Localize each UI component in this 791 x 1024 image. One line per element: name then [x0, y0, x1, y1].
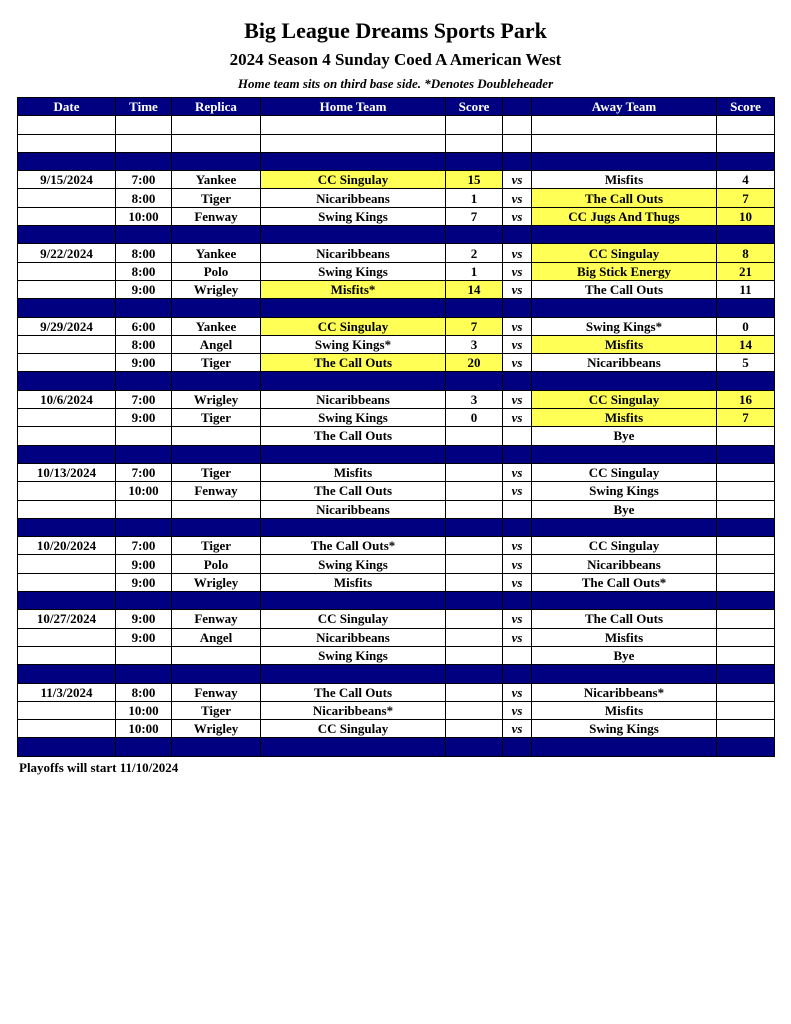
- home-score: 1: [446, 189, 503, 207]
- home-score: [446, 463, 503, 481]
- game-row: [18, 646, 775, 664]
- col-away-score-header: Score: [717, 98, 775, 116]
- game-time: 10:00: [116, 701, 172, 719]
- col-vs-header: [503, 98, 532, 116]
- home-score: 7: [446, 317, 503, 335]
- game-replica: Tiger: [172, 537, 261, 555]
- week-separator: [18, 738, 775, 756]
- game-replica: Wrigley: [172, 280, 261, 298]
- home-team: Swing Kings: [261, 207, 446, 225]
- game-time: 9:00: [116, 610, 172, 628]
- home-score: [446, 646, 503, 664]
- week-separator: [18, 372, 775, 390]
- away-score: [717, 610, 775, 628]
- vs-label: vs: [503, 409, 532, 427]
- home-team: CC Singulay: [261, 317, 446, 335]
- game-date: [18, 500, 116, 518]
- away-score: [717, 720, 775, 738]
- away-team: CC Singulay: [532, 537, 717, 555]
- away-score: 10: [717, 207, 775, 225]
- away-score: [717, 500, 775, 518]
- home-team: Nicaribbeans: [261, 628, 446, 646]
- game-row: [18, 335, 775, 353]
- home-score: [446, 610, 503, 628]
- game-time: [116, 646, 172, 664]
- schedule-table: [17, 97, 775, 757]
- game-time: 8:00: [116, 189, 172, 207]
- home-team: The Call Outs: [261, 427, 446, 445]
- game-date: 10/27/2024: [18, 610, 116, 628]
- week-separator: [18, 226, 775, 244]
- home-score: 2: [446, 244, 503, 262]
- vs-label: vs: [503, 482, 532, 500]
- game-row: [18, 628, 775, 646]
- home-team: The Call Outs*: [261, 537, 446, 555]
- game-time: 8:00: [116, 683, 172, 701]
- game-row: [18, 207, 775, 225]
- away-score: [717, 463, 775, 481]
- game-row: [18, 555, 775, 573]
- home-score: 15: [446, 171, 503, 189]
- away-score: [717, 427, 775, 445]
- vs-label: vs: [503, 317, 532, 335]
- page-title: Big League Dreams Sports Park: [244, 18, 547, 43]
- game-row: [18, 573, 775, 591]
- away-team: Swing Kings*: [532, 317, 717, 335]
- away-team: CC Singulay: [532, 244, 717, 262]
- game-replica: Tiger: [172, 409, 261, 427]
- vs-label: vs: [503, 701, 532, 719]
- game-time: 6:00: [116, 317, 172, 335]
- game-time: 8:00: [116, 335, 172, 353]
- away-team: The Call Outs*: [532, 573, 717, 591]
- game-replica: Fenway: [172, 207, 261, 225]
- away-team: Nicaribbeans*: [532, 683, 717, 701]
- home-score: [446, 628, 503, 646]
- home-score: 7: [446, 207, 503, 225]
- game-date: [18, 354, 116, 372]
- away-score: [717, 555, 775, 573]
- game-date: [18, 280, 116, 298]
- playoffs-note: Playoffs will start 11/10/2024: [19, 760, 179, 775]
- away-score: [717, 701, 775, 719]
- game-replica: Tiger: [172, 463, 261, 481]
- game-replica: Yankee: [172, 171, 261, 189]
- home-team: CC Singulay: [261, 171, 446, 189]
- game-row: [18, 720, 775, 738]
- game-date: [18, 628, 116, 646]
- game-time: 7:00: [116, 171, 172, 189]
- game-time: 7:00: [116, 537, 172, 555]
- away-score: 21: [717, 262, 775, 280]
- vs-label: vs: [503, 189, 532, 207]
- col-away-team-header: Away Team: [532, 98, 717, 116]
- home-score: 20: [446, 354, 503, 372]
- game-time: 10:00: [116, 720, 172, 738]
- game-row: [18, 500, 775, 518]
- away-team: Nicaribbeans: [532, 555, 717, 573]
- game-replica: Wrigley: [172, 390, 261, 408]
- home-team: Nicaribbeans: [261, 390, 446, 408]
- game-replica: Wrigley: [172, 573, 261, 591]
- vs-label: vs: [503, 720, 532, 738]
- away-team: Misfits: [532, 628, 717, 646]
- game-row: [18, 409, 775, 427]
- blank-row: [18, 134, 775, 152]
- game-date: [18, 207, 116, 225]
- away-score: 4: [717, 171, 775, 189]
- away-team: Misfits: [532, 335, 717, 353]
- away-score: 5: [717, 354, 775, 372]
- home-score: [446, 701, 503, 719]
- away-team: Bye: [532, 500, 717, 518]
- vs-label: vs: [503, 171, 532, 189]
- game-replica: Angel: [172, 628, 261, 646]
- home-team: Misfits: [261, 573, 446, 591]
- vs-label: vs: [503, 262, 532, 280]
- game-date: 10/13/2024: [18, 463, 116, 481]
- home-team: The Call Outs: [261, 683, 446, 701]
- game-time: 10:00: [116, 482, 172, 500]
- week-separator: [18, 445, 775, 463]
- home-score: [446, 500, 503, 518]
- game-time: 7:00: [116, 463, 172, 481]
- game-row: [18, 189, 775, 207]
- game-replica: [172, 500, 261, 518]
- game-time: 9:00: [116, 573, 172, 591]
- game-row: [18, 701, 775, 719]
- vs-label: vs: [503, 207, 532, 225]
- home-score: [446, 573, 503, 591]
- game-time: 10:00: [116, 207, 172, 225]
- home-score: 3: [446, 335, 503, 353]
- game-row: [18, 537, 775, 555]
- game-date: [18, 701, 116, 719]
- home-score: [446, 683, 503, 701]
- game-replica: Polo: [172, 555, 261, 573]
- game-date: 9/15/2024: [18, 171, 116, 189]
- away-score: 7: [717, 409, 775, 427]
- game-date: 10/6/2024: [18, 390, 116, 408]
- game-date: 9/29/2024: [18, 317, 116, 335]
- blank-row: [18, 116, 775, 134]
- game-replica: Tiger: [172, 189, 261, 207]
- game-row: [18, 354, 775, 372]
- game-time: 8:00: [116, 244, 172, 262]
- col-home-team-header: Home Team: [261, 98, 446, 116]
- vs-label: vs: [503, 683, 532, 701]
- game-replica: Fenway: [172, 683, 261, 701]
- game-date: [18, 482, 116, 500]
- away-team: CC Jugs And Thugs: [532, 207, 717, 225]
- home-team: Nicaribbeans: [261, 500, 446, 518]
- home-score: 3: [446, 390, 503, 408]
- away-score: 14: [717, 335, 775, 353]
- game-date: [18, 335, 116, 353]
- away-score: 8: [717, 244, 775, 262]
- game-replica: Tiger: [172, 354, 261, 372]
- game-replica: Yankee: [172, 244, 261, 262]
- away-score: [717, 537, 775, 555]
- game-date: 9/22/2024: [18, 244, 116, 262]
- game-replica: Fenway: [172, 610, 261, 628]
- away-team: Bye: [532, 646, 717, 664]
- game-row: [18, 262, 775, 280]
- vs-label: vs: [503, 555, 532, 573]
- home-team: Nicaribbeans*: [261, 701, 446, 719]
- home-team: Nicaribbeans: [261, 189, 446, 207]
- away-score: [717, 482, 775, 500]
- vs-label: vs: [503, 610, 532, 628]
- away-team: The Call Outs: [532, 610, 717, 628]
- week-separator: [18, 665, 775, 683]
- away-score: [717, 646, 775, 664]
- game-replica: Polo: [172, 262, 261, 280]
- week-separator: [18, 518, 775, 536]
- vs-label: [503, 500, 532, 518]
- home-team: The Call Outs: [261, 354, 446, 372]
- away-team: Swing Kings: [532, 482, 717, 500]
- home-score: [446, 537, 503, 555]
- away-team: Nicaribbeans: [532, 354, 717, 372]
- game-date: [18, 262, 116, 280]
- away-team: Misfits: [532, 171, 717, 189]
- away-team: Misfits: [532, 701, 717, 719]
- vs-label: vs: [503, 537, 532, 555]
- vs-label: vs: [503, 390, 532, 408]
- game-time: [116, 500, 172, 518]
- away-team: The Call Outs: [532, 189, 717, 207]
- col-date-header: Date: [18, 98, 116, 116]
- game-time: 9:00: [116, 354, 172, 372]
- home-score: 0: [446, 409, 503, 427]
- home-score: 14: [446, 280, 503, 298]
- home-team: Swing Kings*: [261, 335, 446, 353]
- vs-label: vs: [503, 628, 532, 646]
- week-separator: [18, 152, 775, 170]
- home-score: [446, 555, 503, 573]
- col-home-score-header: Score: [446, 98, 503, 116]
- game-replica: Yankee: [172, 317, 261, 335]
- home-score: [446, 482, 503, 500]
- away-score: 7: [717, 189, 775, 207]
- home-team: Swing Kings: [261, 555, 446, 573]
- home-team: Nicaribbeans: [261, 244, 446, 262]
- game-replica: Fenway: [172, 482, 261, 500]
- game-replica: Wrigley: [172, 720, 261, 738]
- game-date: [18, 646, 116, 664]
- game-replica: Tiger: [172, 701, 261, 719]
- game-time: 8:00: [116, 262, 172, 280]
- away-team: Misfits: [532, 409, 717, 427]
- game-date: 11/3/2024: [18, 683, 116, 701]
- away-score: 11: [717, 280, 775, 298]
- away-score: [717, 683, 775, 701]
- away-score: 0: [717, 317, 775, 335]
- home-team: CC Singulay: [261, 610, 446, 628]
- game-row: [18, 280, 775, 298]
- game-time: [116, 427, 172, 445]
- home-team: The Call Outs: [261, 482, 446, 500]
- game-date: [18, 409, 116, 427]
- game-row: [18, 390, 775, 408]
- away-team: Big Stick Energy: [532, 262, 717, 280]
- away-team: The Call Outs: [532, 280, 717, 298]
- home-score: 1: [446, 262, 503, 280]
- vs-label: vs: [503, 573, 532, 591]
- game-date: [18, 720, 116, 738]
- vs-label: vs: [503, 463, 532, 481]
- vs-label: [503, 427, 532, 445]
- col-replica-header: Replica: [172, 98, 261, 116]
- week-separator: [18, 592, 775, 610]
- week-separator: [18, 299, 775, 317]
- home-team: Swing Kings: [261, 409, 446, 427]
- game-row: [18, 463, 775, 481]
- vs-label: vs: [503, 335, 532, 353]
- away-score: 16: [717, 390, 775, 408]
- home-team: Swing Kings: [261, 262, 446, 280]
- away-score: [717, 573, 775, 591]
- game-row: [18, 482, 775, 500]
- game-time: 7:00: [116, 390, 172, 408]
- vs-label: vs: [503, 280, 532, 298]
- schedule-note: Home team sits on third base side. *Denotes Doubleheader: [237, 76, 554, 91]
- away-score: [717, 628, 775, 646]
- game-replica: Angel: [172, 335, 261, 353]
- home-team: Misfits: [261, 463, 446, 481]
- vs-label: vs: [503, 354, 532, 372]
- game-replica: [172, 427, 261, 445]
- page-subtitle: 2024 Season 4 Sunday Coed A American West: [229, 50, 562, 69]
- game-row: [18, 171, 775, 189]
- game-replica: [172, 646, 261, 664]
- home-team: Misfits*: [261, 280, 446, 298]
- game-date: 10/20/2024: [18, 537, 116, 555]
- home-score: [446, 427, 503, 445]
- game-time: 9:00: [116, 409, 172, 427]
- col-time-header: Time: [116, 98, 172, 116]
- header-row: [18, 98, 775, 116]
- away-team: Bye: [532, 427, 717, 445]
- game-row: [18, 610, 775, 628]
- home-score: [446, 720, 503, 738]
- away-team: Swing Kings: [532, 720, 717, 738]
- game-time: 9:00: [116, 280, 172, 298]
- vs-label: [503, 646, 532, 664]
- game-time: 9:00: [116, 555, 172, 573]
- schedule-body: [18, 116, 775, 756]
- game-date: [18, 189, 116, 207]
- game-row: [18, 683, 775, 701]
- game-date: [18, 427, 116, 445]
- game-date: [18, 555, 116, 573]
- away-team: CC Singulay: [532, 390, 717, 408]
- game-date: [18, 573, 116, 591]
- game-row: [18, 244, 775, 262]
- game-row: [18, 427, 775, 445]
- game-row: [18, 317, 775, 335]
- vs-label: vs: [503, 244, 532, 262]
- away-team: CC Singulay: [532, 463, 717, 481]
- home-team: Swing Kings: [261, 646, 446, 664]
- game-time: 9:00: [116, 628, 172, 646]
- home-team: CC Singulay: [261, 720, 446, 738]
